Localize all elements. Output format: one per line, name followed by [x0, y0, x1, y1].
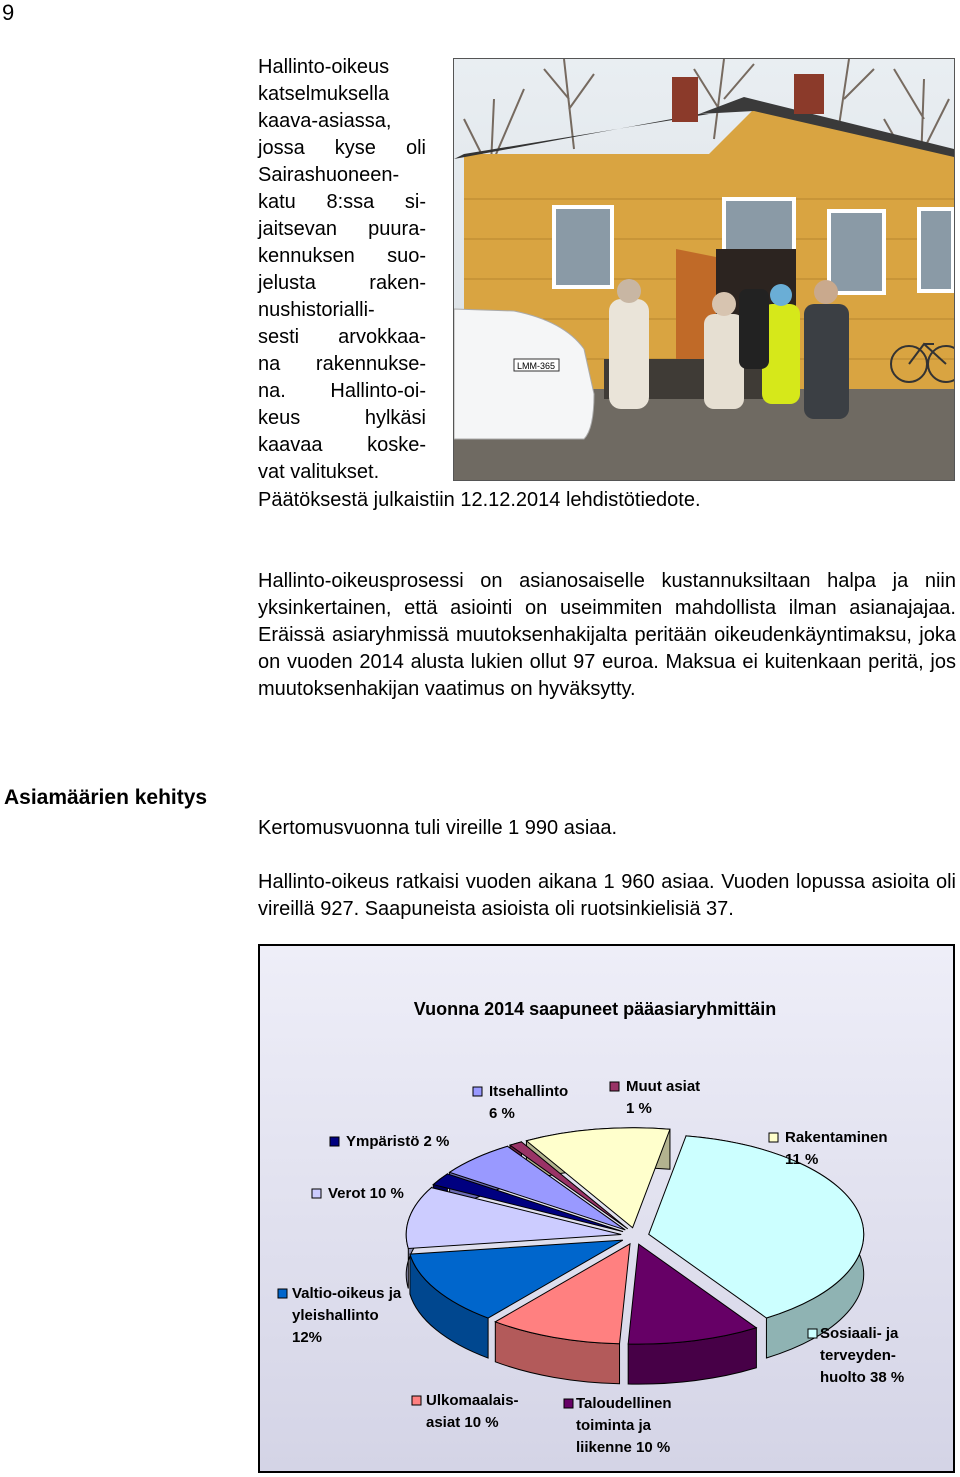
legend-swatch [473, 1087, 482, 1096]
stat-resolved-text: Hallinto-oikeus ratkaisi vuoden aikana 1 960 asiaa. Vuoden lopussa asioita oli vireillä 927. Saapuneista asioista oli ruotsinkielisiä 37. [258, 871, 956, 920]
slice-label: Itsehallinto [489, 1083, 569, 1100]
caption-line: Sairashuoneen- [258, 164, 400, 186]
slice-label: Rakentaminen [785, 1129, 888, 1146]
caption-line: kaava-asiassa, [258, 110, 392, 132]
slice-label: Ympäristö 2 % [346, 1133, 450, 1150]
slice-label: 11 % [785, 1151, 819, 1168]
section-heading: Asiamäärien kehitys [4, 786, 208, 809]
caption-line: nushistorialli- [258, 299, 375, 321]
slice-label: yleishallinto [292, 1307, 379, 1324]
legend-swatch [278, 1289, 287, 1298]
caption-line: Hallinto-oikeus [258, 56, 390, 78]
slice-label: toiminta ja [576, 1417, 652, 1434]
slice-label: 1 % [626, 1100, 652, 1117]
caption-line: sesti arvokkaa- [258, 326, 426, 348]
legend-swatch [412, 1396, 421, 1405]
caption-line: kennuksen suo- [258, 245, 426, 267]
caption-line: vat valitukset. [258, 461, 380, 483]
caption-line: kaavaa koske- [258, 434, 426, 456]
caption-line: keus hylkäsi [258, 407, 426, 429]
slice-label: 6 % [489, 1105, 515, 1122]
stat-received [258, 815, 956, 842]
slice-label: terveyden- [820, 1347, 896, 1364]
stat-received-text: Kertomusvuonna tuli vireille 1 990 asiaa. [258, 817, 618, 839]
caption-line: na. Hallinto-oi- [258, 380, 426, 402]
caption-line: katselmuksella [258, 83, 390, 105]
slice-label: Verot 10 % [328, 1185, 404, 1202]
photo-caption-tail: Päätöksestä julkaistiin 12.12.2014 lehdistötiedote. [258, 489, 701, 511]
slice-label: Valtio-oikeus ja [292, 1285, 402, 1302]
legend-swatch [330, 1137, 339, 1146]
legend-swatch [808, 1329, 817, 1338]
legend-swatch [312, 1189, 321, 1198]
photo-caption [258, 54, 426, 486]
svg-text:LMM-365: LMM-365 [516, 361, 556, 371]
legend-swatch [610, 1082, 619, 1091]
legend-swatch [564, 1399, 573, 1408]
caption-line: katu 8:ssa si- [258, 191, 426, 213]
paragraph-process-costs [258, 568, 956, 703]
slice-label: Ulkomaalais- [426, 1392, 519, 1409]
slice-label: Taloudellinen [576, 1395, 672, 1412]
caption-line: na rakennukse- [258, 353, 426, 375]
caption-line: jossa kyse oli [258, 137, 426, 159]
page-number: 9 [2, 0, 15, 25]
slice-label: Sosiaali- ja [820, 1325, 899, 1342]
pie-chart [260, 946, 953, 1471]
pie-chart-container [258, 944, 955, 1473]
slice-label: huolto 38 % [820, 1369, 905, 1386]
slice-label: liikenne 10 % [576, 1439, 671, 1456]
slice-label: 12% [292, 1329, 323, 1346]
inspection-photo [453, 58, 955, 481]
chart-title: Vuonna 2014 saapuneet pääasiaryhmittäin [413, 999, 777, 1019]
legend-swatch [769, 1133, 778, 1142]
caption-line: jaitsevan puura- [258, 218, 426, 240]
slice-label: Muut asiat [626, 1078, 701, 1095]
stat-resolved [258, 869, 956, 923]
caption-line: jelusta raken- [258, 272, 426, 294]
paragraph-text: Hallinto-oikeusprosessi on asianosaiselle kustannuksiltaan halpa ja niin yksinkertainen, että asiointi on useimmiten mahdollista ilman asianajajaa. Eräissä asiaryhmissä muutoksenhakijalta peritään oikeudenkäyntimaksu, joka on vuoden 2014 alusta lukien ollut 97 euroa. Maksua ei kuitenkaan peritä, jos muutoksenhakijan vaatimus on hyväksytty. [258, 570, 956, 700]
slice-label: asiat 10 % [426, 1414, 499, 1431]
